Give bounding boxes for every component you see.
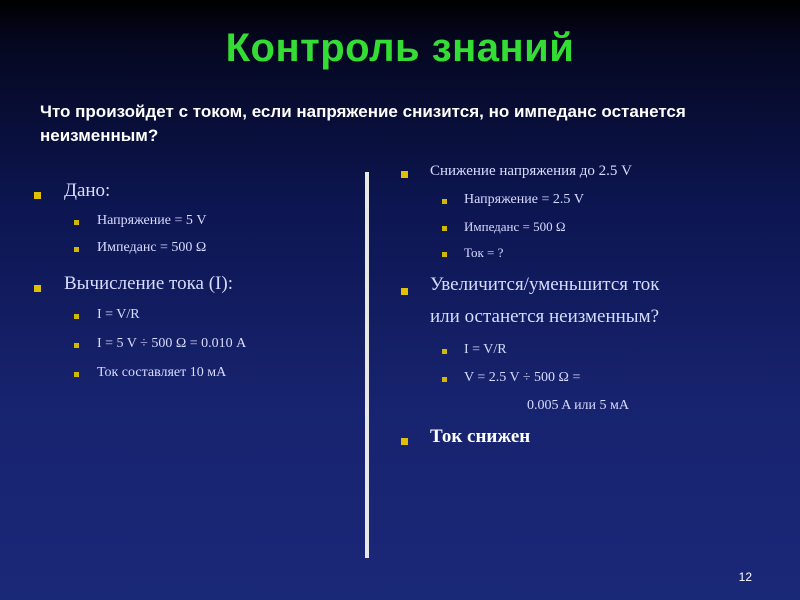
bullet-icon [401, 288, 408, 295]
drop-impedance: Импеданс = 500 Ω [464, 219, 566, 234]
sub-bullet-icon [74, 220, 79, 225]
question-text: Что произойдет с током, если напряжение снизится, но импеданс останется неизменным? [40, 102, 686, 145]
sub-bullet-icon [442, 349, 447, 354]
given-impedance: Импеданс = 500 Ω [97, 240, 207, 255]
sub-bullet-icon [442, 377, 447, 382]
q-formula: I = V/R [464, 342, 507, 357]
given-voltage: Напряжение = 5 V [97, 213, 207, 228]
bullet-icon [34, 285, 41, 292]
page-number: 12 [738, 570, 752, 584]
question-line-1: Увеличится/уменьшится ток [430, 274, 660, 295]
sub-bullet-icon [74, 314, 79, 319]
bullet-icon [401, 438, 408, 445]
slide-title: Контроль знаний [225, 26, 575, 70]
calc-computation: I = 5 V ÷ 500 Ω = 0.010 A [97, 336, 247, 351]
given-heading: Дано: [64, 180, 111, 201]
sub-bullet-icon [442, 252, 447, 257]
q-result: 0.005 A или 5 мА [527, 398, 630, 413]
bullet-icon [401, 171, 408, 178]
q-computation: V = 2.5 V ÷ 500 Ω = [464, 370, 581, 385]
sub-bullet-icon [442, 199, 447, 204]
sub-bullet-icon [74, 247, 79, 252]
calc-heading: Вычисление тока (I): [64, 273, 233, 294]
sub-bullet-icon [74, 372, 79, 377]
sub-bullet-icon [442, 226, 447, 231]
drop-current: Ток = ? [464, 245, 504, 260]
sub-bullet-icon [74, 343, 79, 348]
drop-heading: Снижение напряжения до 2.5 V [430, 163, 633, 179]
calc-formula: I = V/R [97, 307, 140, 322]
question-line-2: или останется неизменным? [430, 306, 660, 327]
conclusion: Ток снижен [430, 426, 531, 447]
drop-voltage: Напряжение = 2.5 V [464, 192, 584, 207]
column-divider [365, 172, 369, 558]
bullet-icon [34, 192, 41, 199]
calc-result: Ток составляет 10 мА [97, 365, 227, 380]
